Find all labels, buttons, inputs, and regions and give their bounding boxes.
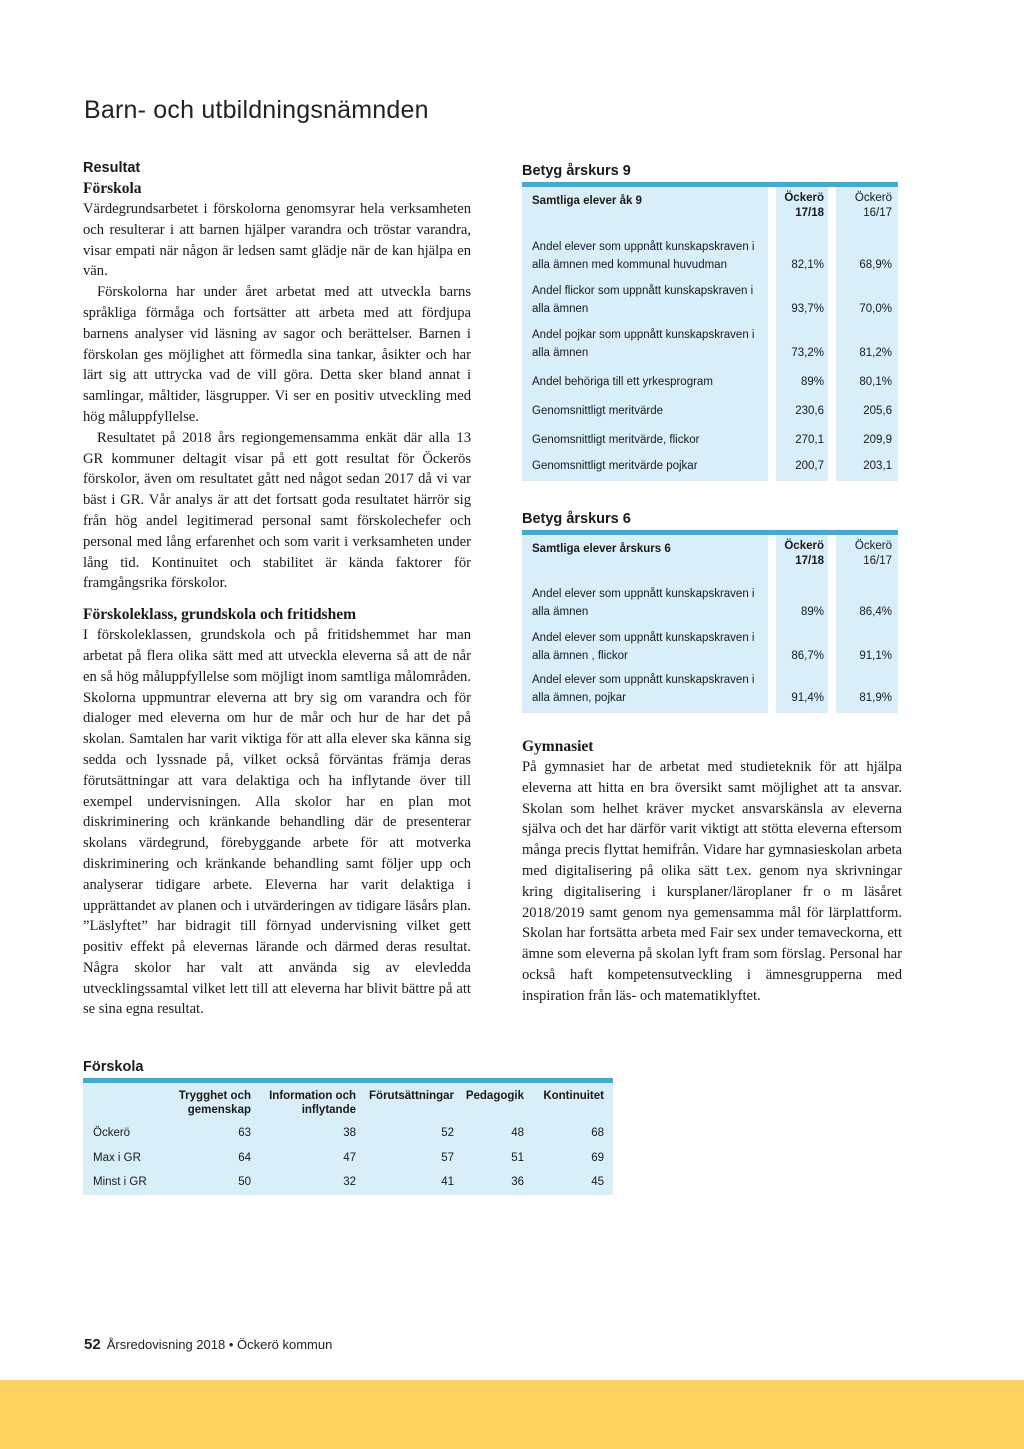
grade9-table (522, 182, 898, 481)
cell: 68 (591, 1127, 604, 1140)
row-value-1718: 73,2% (776, 318, 828, 362)
table-row (522, 318, 898, 362)
row-value-1718: 230,6 (776, 391, 828, 420)
forskola-table-block (83, 1056, 613, 1195)
row-value-1718: 270,1 (776, 420, 828, 449)
cell: 38 (343, 1127, 356, 1140)
cell: 32 (343, 1176, 356, 1189)
row-label: Andel behöriga till ett yrkesprogram (522, 362, 768, 391)
row-label: Andel elever som uppnått kunskapskraven i alla ämnen med kommunal huvudman (522, 232, 768, 274)
heading-resultat: Resultat (83, 160, 141, 176)
table-row (522, 391, 898, 420)
heading-gymnasiet: Gymnasiet (522, 738, 594, 755)
row-value-1718: 89% (776, 577, 828, 621)
grundskola-paragraph: I förskoleklassen, grundskola och på fritidshemmet har man arbetat på flera olika sätt med att utveckla eleverna så att de når en så hög måluppfyllelse som möjligt inom samtliga målområden. Skolorna uppmuntrar eleverna att bry sig om varandra och för dialoger med eleverna om hur de mår och hur de har det på skolan. Samtalen har varit viktiga för att alla elever ska känna sig sedda och lyssnade på, vilket också förväntas främja deras förutsättningar att vara delaktiga och ha inflytande över till exempel undervisningen. Alla skolor har en plan mot diskriminering och kränkande behandling där de presenterar skolans värdegrund, förebyggande arbete för att motverka diskriminering och kränkande behandling samt följer upp och analyserar tidigare arbete. Eleverna har varit delaktiga i upprättandet av planen och i utvärderingen av tidigare läsårs plan. ”Läslyftet” har bidragit till förnyad undervisning vilket gett positiv effekt på elevernas lärande och därmed deras resultat. Några skolor har valt att använda sig av elevledda utvecklingssamtal vilket lett till att eleverna har blivit bättre på att se sina egna resultat. (83, 627, 471, 1018)
grade9-header-label: Samtliga elever åk 9 (522, 187, 768, 232)
cell: 50 (238, 1176, 251, 1189)
cell: 51 (511, 1151, 524, 1164)
table-row (522, 449, 898, 481)
gymnasiet-paragraph: På gymnasiet har de arbetat med studieteknik för att hjälpa eleverna att hitta en bra översikt samt möjlighet att ta ansvar. Skolan som helhet kräver mycket ansvarskänsla av eleverna själva och det har därför varit viktigt att stötta eleverna eftersom många precis flyttat hemifrån. Vidare har gymnasieskolan arbeta med digitalisering på olika sätt t.ex. genom nya skrivningar kring digitalisering i kursplaner/läroplaner fr o m läsåret 2018/2019 samt genom nya gemensamma mål för lärplattform. Skolan har fortsätta arbeta med Fair sex under temaveckorna, ett ämne som eleverna på skolan lyft fram som förslag. Personal har också haft kompetensutveckling i ämnesgrupperna med inspiration från läs- och matematiklyftet. (522, 759, 902, 1004)
row-label: Genomsnittligt meritvärde pojkar (522, 449, 768, 481)
row-value-1718: 82,1% (776, 232, 828, 274)
cell: 45 (591, 1176, 604, 1189)
cell: 48 (511, 1127, 524, 1140)
table-row (522, 665, 898, 713)
column-header: Information och inflytande (269, 1090, 356, 1116)
grade6-header-col1: Öckerö 17/18 (776, 535, 828, 577)
table-row (522, 274, 898, 318)
row-value-1617: 68,9% (836, 232, 898, 274)
table-header-row (83, 1083, 613, 1121)
gymnasiet-section (522, 736, 902, 1007)
cell: 69 (591, 1151, 604, 1164)
column-header: Pedagogik (465, 1090, 524, 1102)
page-number: 52 (84, 1336, 101, 1353)
table-row (83, 1121, 613, 1146)
page-title: Barn- och utbildningsnämnden (84, 96, 429, 124)
row-value-1617: 80,1% (836, 362, 898, 391)
row-label: Genomsnittligt meritvärde, flickor (522, 420, 768, 449)
row-value-1617: 209,9 (836, 420, 898, 449)
row-value-1617: 81,9% (836, 665, 898, 713)
grade9-header-col2: Öckerö 16/17 (836, 187, 898, 232)
footer-color-band (0, 1380, 1024, 1449)
forskola-paragraph-3: Resultatet på 2018 års regiongemensamma enkät där alla 13 GR kommuner deltagit visar på ett gott resultat för Öckerös förskolor, även om resultatet gått ned något sedan 2017 då vi var bäst i GR. Vår analys är att det fortsatt goda resultatet härrör sig från hög andel legitimerad personal samt förskolechefer och personal med lång erfarenhet och som varit i verksamheten under lång tid. Kontinuitet och stabilitet är kända faktorer för framgångsrika förskolor. (83, 429, 471, 592)
row-value-1718: 200,7 (776, 449, 828, 481)
row-label: Minst i GR (93, 1176, 147, 1189)
page-footer (84, 1336, 332, 1353)
footer-text: Årsredovisning 2018 • Öckerö kommun (106, 1337, 333, 1352)
row-label: Max i GR (93, 1151, 141, 1164)
row-value-1617: 203,1 (836, 449, 898, 481)
table-row (522, 362, 898, 391)
heading-forskola: Förskola (83, 180, 142, 197)
table-row (83, 1146, 613, 1171)
table-header-row (522, 535, 898, 577)
row-value-1718: 93,7% (776, 274, 828, 318)
table-row (522, 577, 898, 621)
grade9-header-col1: Öckerö 17/18 (776, 187, 828, 232)
grade6-title: Betyg årskurs 6 (522, 511, 631, 527)
grade6-table (522, 530, 898, 713)
forskola-paragraph-1: Värdegrundsarbetet i förskolorna genomsyrar hela verksamheten och resulterar i att barnen hjälper varandra och tröstar varandra, visar empati när någon är ledsen samt glädje när de kan hjälpa en vän. (83, 201, 471, 280)
grade6-header-label: Samtliga elever årskurs 6 (522, 535, 768, 577)
row-value-1617: 70,0% (836, 274, 898, 318)
column-header: Kontinuitet (543, 1090, 604, 1102)
table-row (522, 621, 898, 665)
table-row (522, 232, 898, 274)
row-label: Öckerö (93, 1127, 131, 1140)
table-row (83, 1170, 613, 1195)
cell: 41 (441, 1176, 454, 1189)
right-column (522, 160, 898, 713)
heading-grundskola: Förskoleklass, grundskola och fritidshem (83, 606, 357, 624)
row-label: Genomsnittligt meritvärde (522, 391, 768, 420)
table-row (522, 420, 898, 449)
column-header: Trygghet och gemenskap (178, 1090, 251, 1116)
cell: 57 (441, 1151, 454, 1164)
cell: 64 (238, 1151, 251, 1164)
grade6-header-col2: Öckerö 16/17 (836, 535, 898, 577)
cell: 47 (343, 1151, 356, 1164)
forskola-table (83, 1078, 613, 1195)
row-value-1617: 205,6 (836, 391, 898, 420)
cell: 52 (441, 1127, 454, 1140)
row-label: Andel flickor som uppnått kunskapskraven i alla ämnen (522, 274, 768, 318)
row-value-1617: 91,1% (836, 621, 898, 665)
forskola-paragraph-2: Förskolorna har under året arbetat med att utveckla barns språkliga förmåga och fortsätter att arbeta med att fördjupa barnens analyser vid läsning av sagor och berättelser. Barnen i förskolan ges möjlighet att förmedla sina tankar, åsikter och har lärt sig att uttrycka vad de vill göra. Detta sker bland annat i samlingar, måltider, läsgrupper. Vi ser en positiv utveckling med hög måluppfyllelse. (83, 284, 471, 425)
row-value-1718: 91,4% (776, 665, 828, 713)
cell: 36 (511, 1176, 524, 1189)
forskola-table-title: Förskola (83, 1059, 144, 1075)
row-label: Andel pojkar som uppnått kunskapskraven i alla ämnen (522, 318, 768, 362)
row-value-1718: 86,7% (776, 621, 828, 665)
row-value-1617: 81,2% (836, 318, 898, 362)
row-value-1617: 86,4% (836, 577, 898, 621)
table-header-row (522, 187, 898, 232)
row-value-1718: 89% (776, 362, 828, 391)
cell: 63 (238, 1127, 251, 1140)
left-column (83, 158, 471, 1020)
row-label: Andel elever som uppnått kunskapskraven i alla ämnen , flickor (522, 621, 768, 665)
grade9-title: Betyg årskurs 9 (522, 163, 631, 179)
row-label: Andel elever som uppnått kunskapskraven i alla ämnen, pojkar (522, 665, 768, 713)
column-header: Förutsättningar (369, 1090, 454, 1102)
row-label: Andel elever som uppnått kunskapskraven i alla ämnen (522, 577, 768, 621)
